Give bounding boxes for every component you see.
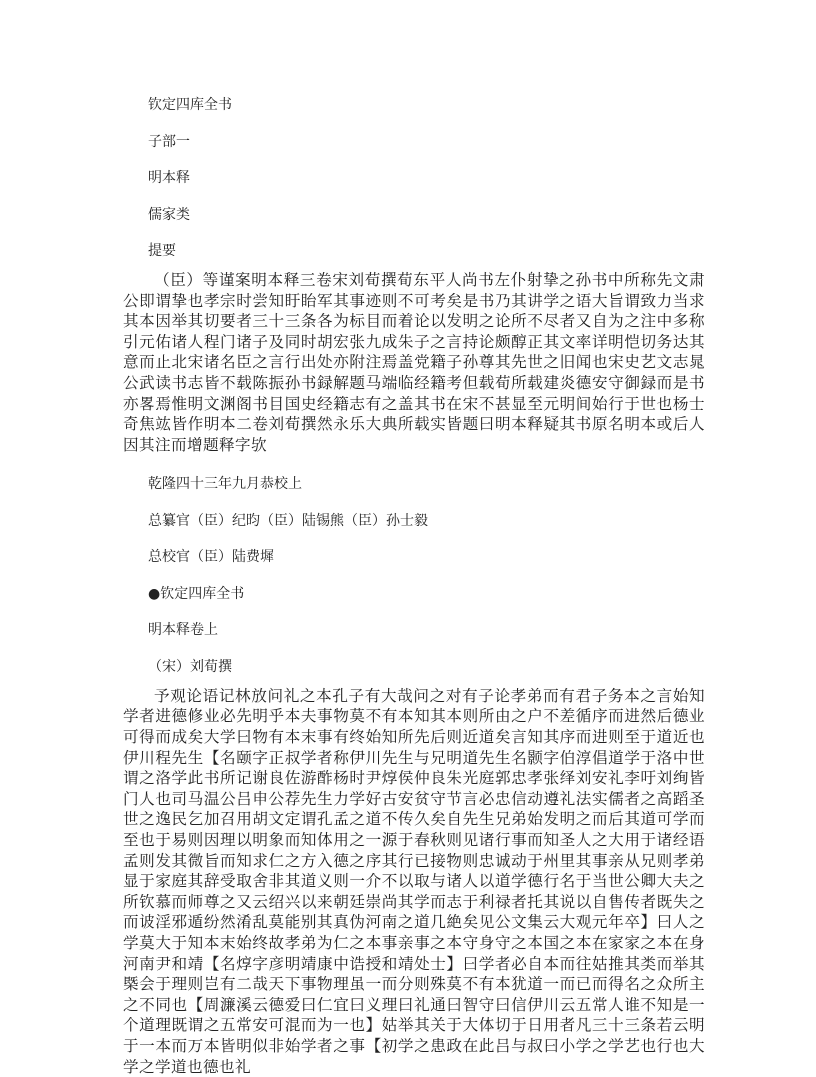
section-title: 子部一 — [148, 133, 190, 150]
volume-title: 明本释卷上 — [148, 622, 218, 639]
body-paragraph: 予观论语记林放问礼之本孔子有大哉问之对有子论孝弟而有君子务本之言始知学者进德修业必先明乎本夫事物莫不有本知其本则所由之户不差循序而进然后德业可得而成矣大学曰物有本末事有终始知所先后则近道矣言知其序而进则至于道近也伊川程先生【名颐字正叔学者称伊川先生与兄明道先生名颢字伯淳倡道学于洛中世谓之洛学此书所记谢良佐游酢杨时尹焞侯仲良朱光庭郭忠孝张绎刘安礼李吁刘绚皆门人也司马温公吕申公荐先生力学好古安贫守节言必忠信动遵礼法实儒者之高蹈圣世之逸民乞加召用胡文定谓孔孟之道不传久矣自先生兄弟始发明之而后其道可学而至也于易则因理以明象而知体用之一源于春秋则见诸行事而知圣人之大用于诸经语孟则发其微旨而知求仁之方入德之序其行已接物则忠诚动于州里其事亲从兄则孝弟显于家庭其辞受取舍非其道义则一介不以取与诸人以道学德行名于当世公卿大夫之所钦慕而师尊之又云绍兴以来朝廷崇尚其学而志于利禄者托其说以自售传者既失之而诐淫邪遁纷然淆乱莫能别其真伪河南之道几絶矣见公文集云大观元年卒】曰人之学莫大于知本末始终故孝弟为仁之本事亲事之本守身守之本国之本在家家之本在身河南尹和靖【名焞字彦明靖康中诰授和靖处士】曰学者必自本而往姑推其类而举其槩会于理则岂有二哉天下事物理虽一而分则殊莫不有本犹道一而已而得名之众所主之不同也【周濂溪云德爱曰仁宜曰义理曰礼通曰智守曰信伊川云五常人谁不知是一个道理既谓之五常安可混而为一也】姑举其关于大体切于日用者凡三十三条若云明于一本而万本皆明似非始学者之事【初学之患政在此吕与叔曰小学之学艺也行也大学之学道也德也礼 — [123, 686, 705, 1076]
abstract-paragraph: （臣）等谨案明本释三卷宋刘荀撰荀东平人尚书左仆射挚之孙书中所称先文肃公即谓挚也孝宗时尝知盱眙军其事迹则不可考矣是书乃其讲学之语大旨谓致力当求其本因举其切要者三十三条各为标目而着论以发明之论所不尽者又自为之注中多称引元佑诸人程门诸子及同时胡宏张九成朱子之言持论颇醇正其文率详明恺切务达其意而止北宋诸名臣之言行出处亦附注焉盖党籍子孙尊其先世之旧闻也宋史艺文志晁公武读书志皆不载陈振孙书録解题马端临经籍考但载荀所载建炎德安守御録而是书亦畧焉惟明文渊阁书目国史经籍志有之盖其书在宋不甚显至元明间始行于世也杨士奇焦竑皆作明本二卷刘荀撰然永乐大典所载实皆题曰明本释疑其书原名明本或后人因其注而增题释字欤 — [123, 271, 705, 454]
chief-collator: 总校官（臣）陆费墀 — [148, 549, 274, 566]
collection-title: 钦定四库全书 — [148, 97, 232, 113]
collation-date: 乾隆四十三年九月恭校上 — [148, 476, 302, 493]
abstract-heading: 提要 — [148, 243, 176, 259]
document-page — [123, 96, 705, 1077]
category-title: 儒家类 — [148, 206, 190, 223]
collection-title-bullet: ●钦定四库全书 — [148, 585, 245, 602]
chief-editors: 总纂官（臣）纪昀（臣）陆锡熊（臣）孙士毅 — [148, 512, 428, 529]
book-title: 明本释 — [148, 170, 190, 186]
author-line: （宋）刘荀撰 — [148, 658, 232, 675]
